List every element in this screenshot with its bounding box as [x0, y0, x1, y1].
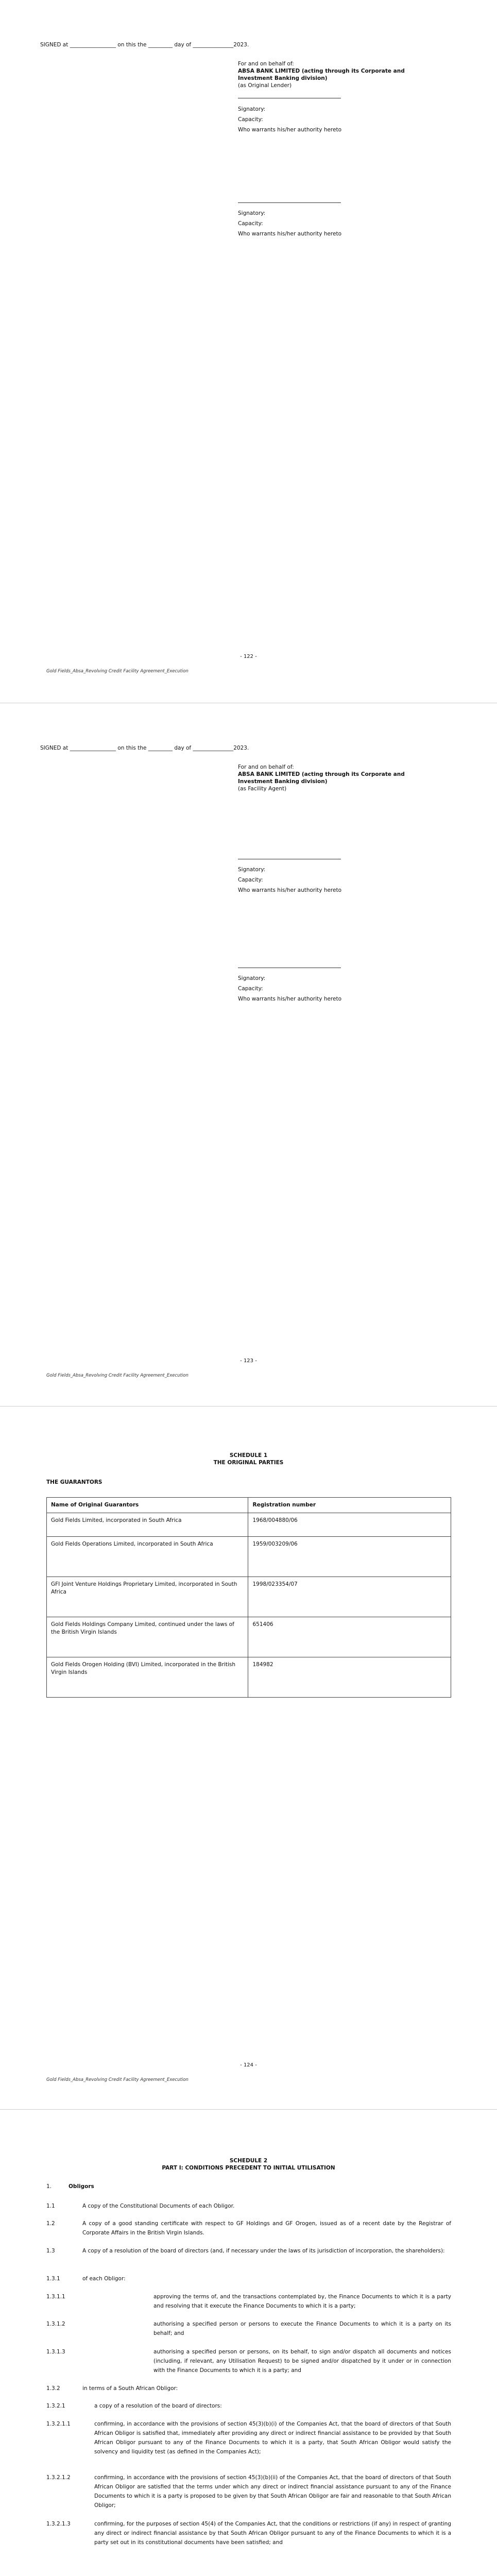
entity-name-line1: ABSA BANK LIMITED (acting through its Corporate and — [238, 68, 405, 74]
for-and-on-behalf-label: For and on behalf of: — [238, 764, 294, 770]
entity-role: (as Facility Agent) — [238, 786, 287, 792]
guarantors-table — [46, 1497, 451, 1698]
document-page-122 — [0, 0, 497, 703]
schedule-title: SCHEDULE 2 — [229, 2158, 268, 2164]
entity-name-line2: Investment Banking division) — [238, 75, 328, 81]
clause-number: 1.3.2.1.2 — [46, 2475, 71, 2481]
clause-text: A copy of the Constitutional Documents of each Obligor. — [82, 2203, 235, 2209]
capacity-label: Capacity: — [238, 877, 263, 883]
page-number: - 122 - — [240, 654, 257, 659]
document-page-124 — [0, 1406, 497, 2110]
registration-number: 1998/023354/07 — [248, 1577, 451, 1617]
clause-text: authorising a specified person or persons to execute the Finance Documents to which it is a party on its behalf; and — [153, 2321, 451, 2336]
table-row — [47, 1617, 451, 1657]
signed-at-line: SIGNED at _________________ on this the _________ day of _______________2023. — [40, 42, 249, 48]
clause-text: confirming, for the purposes of section 45(4) of the Companies Act, that the conditions or restrictions (if any) in respect of granting any direct or indirect financial assistance by that South African Obligor pursuant to any of the Finance Documents to which it is a party set out in its constitutional documents have been satisfied; and — [94, 2521, 451, 2546]
clause-text: of each Obligor: — [82, 2276, 126, 2282]
registration-number: 1959/003209/06 — [248, 1537, 451, 1577]
signed-at-line: SIGNED at _________________ on this the _________ day of _______________2023. — [40, 745, 249, 751]
guarantor-name: GFI Joint Venture Holdings Proprietary Limited, incorporated in South Africa — [47, 1577, 248, 1617]
clause-text: A copy of a resolution of the board of directors (and, if necessary under the laws of its jurisdiction of incorporation, the shareholders): — [82, 2248, 445, 2254]
schedule-subtitle: PART I: CONDITIONS PRECEDENT TO INITIAL UTILISATION — [162, 2165, 335, 2171]
signatory-label: Signatory: — [238, 106, 266, 112]
table-row — [47, 1577, 451, 1617]
registration-number: 651406 — [248, 1617, 451, 1657]
table-header-row — [47, 1498, 451, 1513]
clause-number: 1.2 — [46, 2221, 55, 2227]
registration-number: 184982 — [248, 1657, 451, 1698]
warrants-authority-text: Who warrants his/her authority hereto — [238, 231, 342, 237]
clause-text: A copy of a good standing certificate with respect to GF Holdings and GF Orogen, issued as of a recent date by the Registrar of Corporate Affairs in the British Virgin Islands. — [82, 2221, 451, 2236]
clause-text: a copy of a resolution of the board of directors: — [94, 2403, 222, 2409]
page-footer: Gold Fields_Absa_Revolving Credit Facility Agreement_Execution — [46, 2077, 188, 2082]
document-page-123 — [0, 703, 497, 1406]
page-footer: Gold Fields_Absa_Revolving Credit Facility Agreement_Execution — [46, 1373, 188, 1378]
entity-role: (as Original Lender) — [238, 82, 292, 89]
page-footer: Gold Fields_Absa_Revolving Credit Facility Agreement_Execution — [46, 669, 188, 674]
registration-number: 1968/004880/06 — [248, 1513, 451, 1537]
section-heading: THE GUARANTORS — [46, 1479, 102, 1485]
clause-number: 1.3.1.1 — [46, 2294, 65, 2300]
guarantor-name: Gold Fields Limited, incorporated in South Africa — [47, 1513, 248, 1537]
guarantor-name: Gold Fields Holdings Company Limited, continued under the laws of the British Virgin Islands — [47, 1617, 248, 1657]
clause-number: 1.3.2 — [46, 2385, 60, 2392]
guarantor-name: Gold Fields Operations Limited, incorporated in South Africa — [47, 1537, 248, 1577]
schedule-subtitle: THE ORIGINAL PARTIES — [213, 1460, 284, 1466]
clause-number: 1.3.2.1.3 — [46, 2521, 71, 2527]
signature-line — [238, 202, 341, 203]
warrants-authority-text: Who warrants his/her authority hereto — [238, 996, 342, 1002]
table-row — [47, 1537, 451, 1577]
schedule-title: SCHEDULE 1 — [229, 1452, 268, 1459]
for-and-on-behalf-label: For and on behalf of: — [238, 61, 294, 67]
entity-name-line2: Investment Banking division) — [238, 778, 328, 785]
warrants-authority-text: Who warrants his/her authority hereto — [238, 127, 342, 133]
clause-text: confirming, in accordance with the provisions of section 45(3)(b)(i) of the Companies Act, that the board of directors of that South African Obligor is satisfied that, immediately after providing any direct or indirect financial assistance to be provided by that South African Obligor pursuant to any of the Finance Documents to which it is a party, that South African Obligor would satisfy the solvency and liquidity test (as defined in the Companies Act); — [94, 2421, 451, 2455]
capacity-label: Capacity: — [238, 221, 263, 227]
clause-number: 1.1 — [46, 2203, 55, 2209]
capacity-label: Capacity: — [238, 986, 263, 992]
clause-number: 1.3.2.1.1 — [46, 2421, 71, 2427]
entity-name-line1: ABSA BANK LIMITED (acting through its Corporate and — [238, 771, 405, 777]
table-row — [47, 1513, 451, 1537]
clause-number: 1.3.2.1 — [46, 2403, 65, 2409]
clause-text: confirming, in accordance with the provisions of section 45(3)(b)(ii) of the Companies Act, that the board of directors of that South African Obligor are satisfied that the terms under which any direct or indirect financial assistance pursuant to any of the Finance Documents to which it is a party is proposed to be given by that South African Obligor are fair and reasonable to that South African Obligor; — [94, 2475, 451, 2509]
clause-text: approving the terms of, and the transactions contemplated by, the Finance Documents to which it is a party and resolving that it execute the Finance Documents to which it is a party; — [153, 2294, 451, 2309]
warrants-authority-text: Who warrants his/her authority hereto — [238, 887, 342, 893]
clause-number: 1.3.1.3 — [46, 2349, 65, 2355]
clause-text: in terms of a South African Obligor: — [82, 2385, 178, 2392]
table-row — [47, 1657, 451, 1698]
heading-text: Obligors — [68, 2183, 94, 2190]
clause-text: authorising a specified person or persons, on its behalf, to sign and/or dispatch all documents and notices (including, if relevant, any Utilisation Request) to be signed and/or dispatched by it under or in connection with the Finance Documents to which it is a party; and — [153, 2349, 451, 2374]
page-number: - 124 - — [240, 2062, 257, 2068]
column-header-name: Name of Original Guarantors — [47, 1498, 248, 1513]
capacity-label: Capacity: — [238, 116, 263, 123]
heading-number: 1. — [46, 2183, 52, 2190]
column-header-registration: Registration number — [248, 1498, 451, 1513]
page-number: - 123 - — [240, 1358, 257, 1364]
signatory-label: Signatory: — [238, 210, 266, 216]
clause-number: 1.3.1.2 — [46, 2321, 65, 2327]
document-page-125 — [0, 2110, 497, 2576]
clause-number: 1.3 — [46, 2248, 55, 2254]
signatory-label: Signatory: — [238, 975, 266, 981]
signatory-label: Signatory: — [238, 867, 266, 873]
guarantor-name: Gold Fields Orogen Holding (BVI) Limited, incorporated in the British Virgin Islands — [47, 1657, 248, 1698]
clause-number: 1.3.1 — [46, 2276, 60, 2282]
